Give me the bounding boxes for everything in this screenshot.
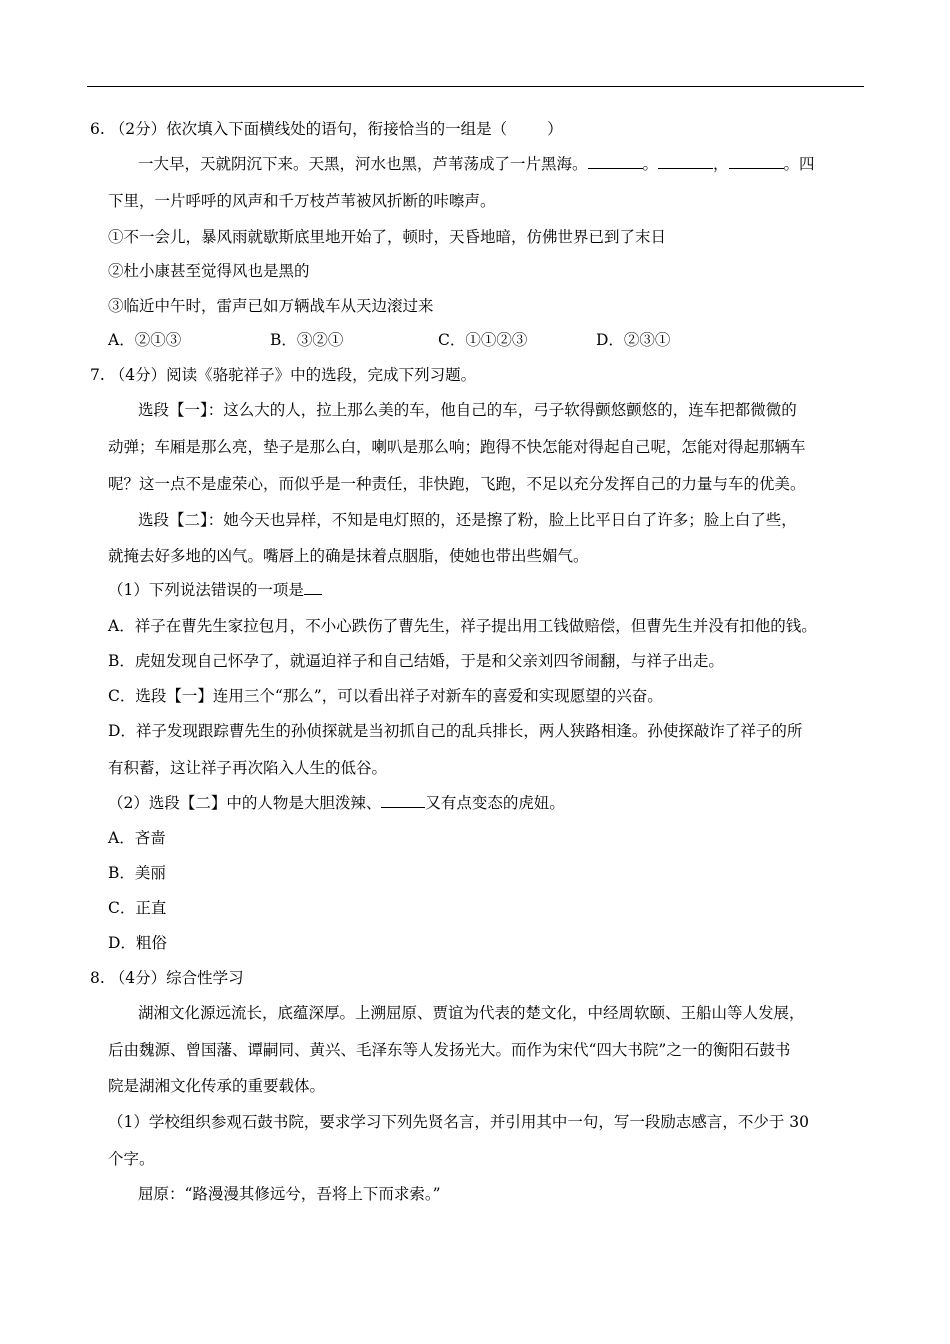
fill-blank-3	[729, 154, 784, 169]
q6-option-b: B．③②①	[270, 331, 344, 349]
q6-stem-close: ）	[547, 120, 563, 138]
q6-item-1: ①不一会儿，暴风雨就歇斯底里地开始了，顿时，天昏地暗，仿佛世界已到了末日	[108, 228, 667, 246]
q7-sub2-option-a: A．吝啬	[108, 829, 166, 847]
q7-stem-line	[90, 364, 476, 386]
header-rule	[87, 86, 864, 87]
q7-sub1-option-a: A．祥子在曹先生家拉包月，不小心跌伤了曹先生，祥子提出用工钱做赔偿，但曹先生并没有扣他的钱。	[108, 617, 817, 635]
q7-score: （4分）	[109, 366, 167, 384]
q8-passage-line-2: 后由魏源、曾国藩、谭嗣同、黄兴、毛泽东等人发扬光大。而作为宋代“四大书院”之一的衡阳石鼓书	[108, 1041, 791, 1059]
q7-sub2-option-d: D．粗俗	[108, 934, 167, 952]
q6-passage-a: 一大早，天就阴沉下来。天黑，河水也黑，芦苇荡成了一片黑海。	[138, 155, 588, 173]
q8-sub1-line-2: 个字。	[108, 1150, 155, 1168]
q6-item-2: ②杜小康甚至觉得风也是黑的	[108, 262, 310, 280]
q7-sub2-option-c: C．正直	[108, 899, 167, 917]
q7-sub1-option-d-line-1: D．祥子发现跟踪曹先生的孙侦探就是当初抓自己的乱兵排长，两人狭路相逢。孙使探敲诈了祥子的所	[108, 722, 803, 740]
q8-passage-line-1: 湖湘文化源远流长，底蕴深厚。上溯屈原、贾谊为代表的楚文化，中经周软颐、王船山等人发展，	[138, 1004, 805, 1022]
q8-passage-line-3: 院是湖湘文化传承的重要载体。	[108, 1077, 326, 1095]
q8-sub1-line-1: （1）学校组织参观石鼓书院，要求学习下列先贤名言，并引用其中一句，写一段励志感言，不少于 30	[108, 1113, 810, 1131]
q6-passage-line-1	[138, 153, 815, 175]
q7-excerpt2-line-1: 选段【二】：她今天也异样，不知是电灯照的，还是擦了粉，脸上比平日白了许多；脸上白了些，	[138, 511, 797, 529]
punct: 。	[642, 155, 659, 173]
fill-blank	[304, 580, 322, 595]
q7-sub1-option-b: B．虎妞发现自己怀孕了，就逼迫祥子和自己结婚，于是和父亲刘四爷闹翻，与祥子出走。	[108, 652, 724, 670]
q7-excerpt1-line-3: 呢？这一点不是虚荣心，而似乎是一种责任，非快跑，飞跑，不足以充分发挥自己的力量与车的优美。	[108, 475, 806, 493]
fill-blank-2	[658, 154, 713, 169]
q6-item-3: ③临近中午时，雷声已如万辆战车从天边滚过来	[108, 297, 434, 315]
q7-sub2-stem-end: 又有点变态的虎妞。	[425, 794, 565, 812]
punct: 。四	[783, 155, 815, 173]
fill-blank-1	[588, 154, 643, 169]
q7-sub1-option-c: C．选段【一】连用三个“那么”，可以看出祥子对新车的喜爱和实现愿望的兴奋。	[108, 687, 663, 705]
q7-number: 7.	[90, 366, 105, 384]
q6-options	[108, 329, 670, 351]
q8-score: （4分）	[109, 969, 167, 987]
q8-stem: 综合性学习	[166, 969, 244, 987]
q7-sub2-option-b: B．美丽	[108, 864, 166, 882]
fill-blank	[381, 793, 425, 808]
q7-stem: 阅读《骆驼祥子》中的选段，完成下列习题。	[166, 366, 477, 384]
q7-excerpt1-line-1: 选段【一】：这么大的人，拉上那么美的车，他自己的车，弓子软得颤悠颤悠的，连车把都微微的	[138, 401, 797, 419]
q6-score: （2分）	[109, 120, 167, 138]
q7-sub1-line	[108, 579, 322, 601]
q8-quote: 屈原：“路漫漫其修远兮，吾将上下而求索。”	[138, 1185, 441, 1203]
q6-passage-line-2: 下里，一片呼呼的风声和千万枝芦苇被风折断的咔嚓声。	[108, 192, 496, 210]
q6-number: 6.	[90, 120, 105, 138]
q7-sub1-option-d-line-2: 有积蓄，这让祥子再次陷入人生的低谷。	[108, 759, 388, 777]
punct: ，	[713, 155, 729, 173]
q7-sub1-stem: （1）下列说法错误的一项是	[108, 581, 304, 599]
q6-option-d: D．②③①	[596, 331, 671, 349]
q8-number: 8.	[90, 969, 105, 987]
q6-stem: 依次填入下面横线处的语句，衔接恰当的一组是（	[166, 120, 508, 138]
q7-sub2-line	[108, 792, 565, 814]
q6-stem-line	[90, 118, 563, 140]
q6-option-a: A．②①③	[108, 331, 182, 349]
q7-excerpt1-line-2: 动弹；车厢是那么亮，垫子是那么白，喇叭是那么响；跑得不快怎能对得起自己呢，怎能对得起那辆车	[108, 438, 806, 456]
q7-excerpt2-line-2: 就掩去好多地的凶气。嘴唇上的确是抹着点胭脂，使她也带出些媚气。	[108, 547, 589, 565]
q8-stem-line	[90, 967, 244, 989]
q6-option-c: C．①①②③	[438, 331, 528, 349]
q7-sub2-stem: （2）选段【二】中的人物是大胆泼辣、	[108, 794, 382, 812]
